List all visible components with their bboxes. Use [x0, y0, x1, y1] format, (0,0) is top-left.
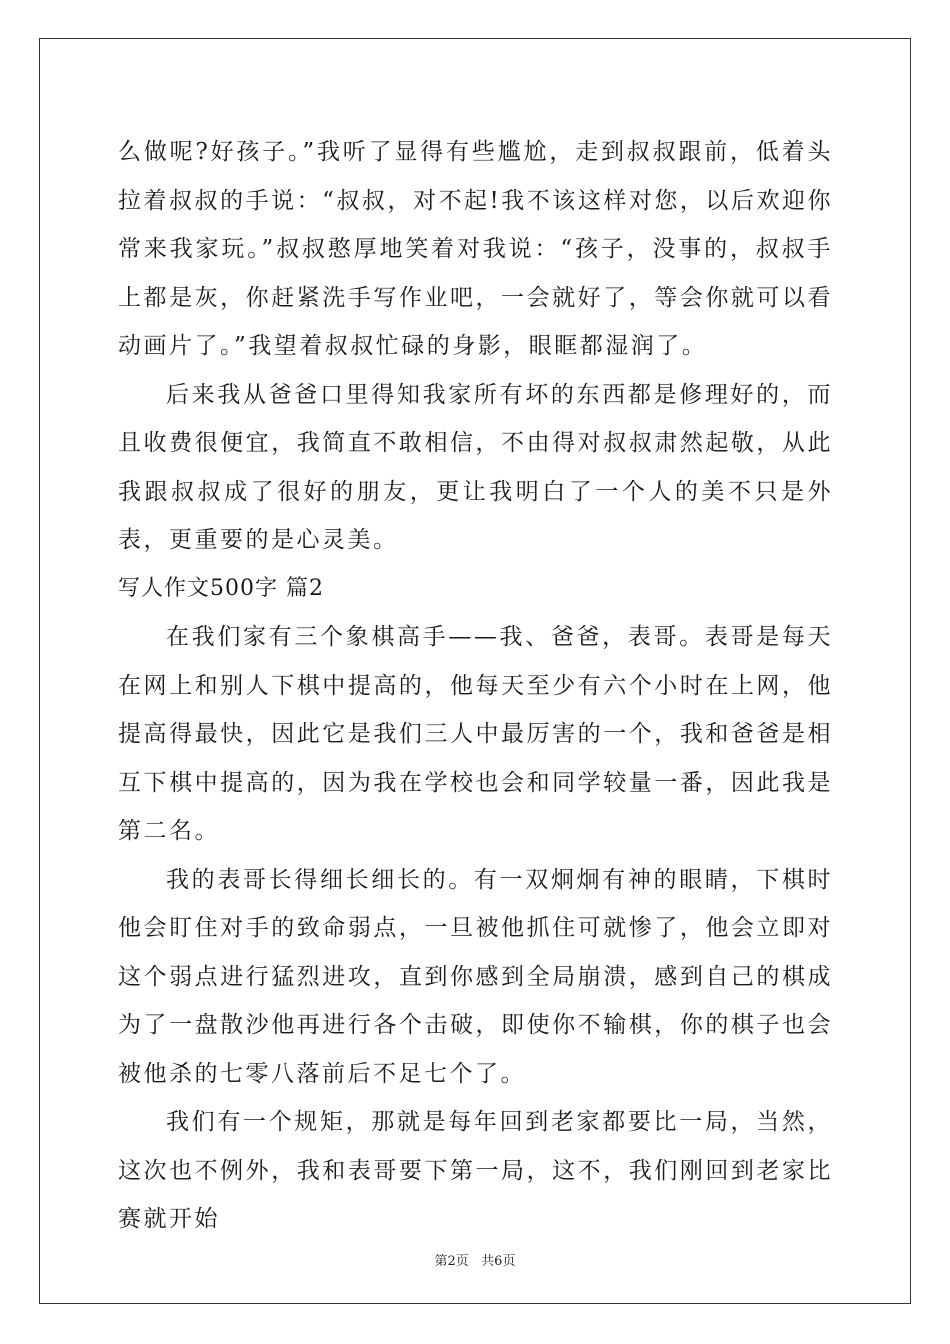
paragraph-continued: 么做呢?好孩子。”我听了显得有些尴尬，走到叔叔跟前，低着头拉着叔叔的手说：“叔叔，对不起!我不该这样对您，以后欢迎你常来我家玩。”叔叔憨厚地笑着对我说：“孩子，没事的，叔叔手上都是灰，你赶紧洗手写作业吧，一会就好了，等会你就可以看动画片了。”我望着叔叔忙碌的身影，眼眶都湿润了。	[118, 139, 833, 359]
paragraph: 我们有一个规矩，那就是每年回到老家都要比一局，当然，这次也不例外，我和表哥要下第一局，这不，我们刚回到老家比赛就开始	[118, 1109, 833, 1232]
page-number-footer: 第2页 共6页	[434, 1254, 516, 1269]
section-title: 写人作文500字 篇2	[118, 575, 324, 601]
paragraph: 后来我从爸爸口里得知我家所有坏的东西都是修理好的，而且收费很便宜，我简直不敢相信，不由得对叔叔肃然起敬，从此我跟叔叔成了很好的朋友，更让我明白了一个人的美不只是外表，更重要的是心灵美。	[118, 381, 833, 553]
document-body	[118, 128, 833, 1244]
paragraph: 在我们家有三个象棋高手——我、爸爸，表哥。表哥是每天在网上和别人下棋中提高的，他每天至少有六个小时在上网，他提高得最快，因此它是我们三人中最厉害的一个，我和爸爸是相互下棋中提高的，因为我在学校也会和同学较量一番，因此我是第二名。	[118, 624, 833, 844]
paragraph: 我的表哥长得细长细长的。有一双炯炯有神的眼睛，下棋时他会盯住对手的致命弱点，一旦被他抓住可就惨了，他会立即对这个弱点进行猛烈进攻，直到你感到全局崩溃，感到自己的棋成为了一盘散沙他再进行各个击破，即使你不输棋，你的棋子也会被他杀的七零八落前后不足七个了。	[118, 866, 833, 1087]
